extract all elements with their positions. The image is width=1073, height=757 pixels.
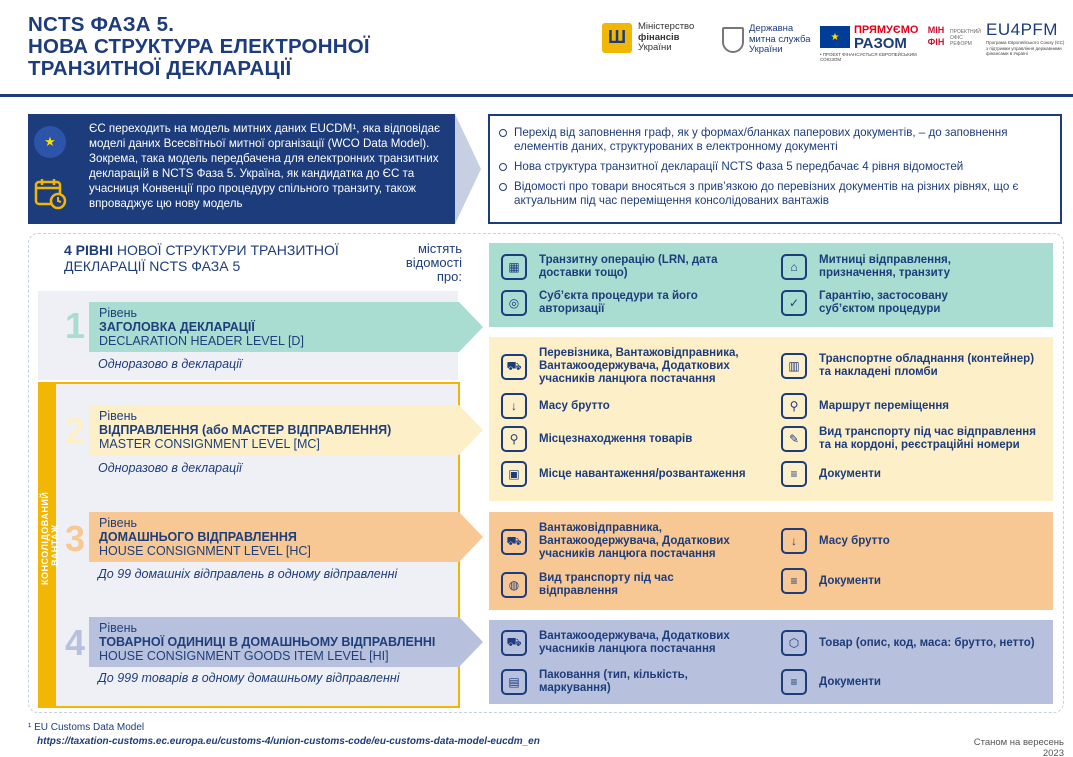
level-1-arrow — [459, 302, 483, 352]
panel-2-item-3: ↓ Масу брутто — [501, 393, 739, 419]
level-4-word: Рівень — [99, 621, 137, 635]
date-note: Станом на вересень 2023 — [973, 737, 1064, 757]
level-3-word: Рівень — [99, 516, 137, 530]
mof-line-2: фінансів — [638, 31, 680, 43]
panel-2-item-5: ⚲ Місцезнаходження товарів — [501, 426, 739, 452]
customs-emblem-icon — [722, 27, 744, 53]
panel-2-item-7: ▣ Місце навантаження/розвантаження — [501, 461, 779, 487]
intro-arrow — [455, 114, 481, 224]
consolidated-label: КОНСОЛІДОВАНИЙ ВАНТАЖ — [40, 491, 60, 585]
transport-doc-icon: ✎ — [781, 426, 807, 452]
header-divider — [0, 94, 1073, 97]
mof-line-3: України — [638, 42, 672, 53]
calendar-icon: ▦ — [501, 254, 527, 280]
documents-icon: ≡ — [781, 568, 807, 594]
level-3-number: 3 — [64, 518, 86, 559]
level-2-en: MASTER CONSIGNMENT LEVEL [MC] — [99, 437, 320, 451]
eu4pfm-subtitle: Програма Європейського Союзу (ЄС) з підтримки управління державними фінансами в Україні — [986, 40, 1065, 56]
panel-3-item-1: ⛟ Вантажовідправника, Вантажоодержувача, Додаткових учасників ланцюга постачання — [501, 522, 769, 561]
level-3-en: HOUSE CONSIGNMENT LEVEL [HC] — [99, 544, 311, 558]
truck-people-icon: ⛟ — [501, 630, 527, 656]
razom-subtitle: • ПРОЕКТ ФІНАНСУЄТЬСЯ ЄВРОПЕЙСЬКИМ СОЮЗОМ — [820, 52, 917, 62]
panel-4-item-1: ⛟ Вантажоодержувача, Додаткових учасників ланцюга постачання — [501, 630, 769, 656]
panel-1-item-3: ◎ Суб’єкта процедури та його авторизації — [501, 290, 699, 316]
level-1-name: ЗАГОЛОВКА ДЕКЛАРАЦІЇ — [99, 320, 255, 334]
footnote-link[interactable]: https://taxation-customs.ec.europa.eu/customs-4/union-customs-code/eu-customs-data-model-eucdm_en — [37, 736, 540, 747]
truck-people-icon: ⛟ — [501, 529, 527, 555]
page-title — [28, 14, 448, 80]
level-1-note: Одноразово в декларації — [98, 357, 242, 371]
panel-1-item-4: ✓ Гарантію, застосовану суб’єктом процедури — [781, 290, 979, 316]
eu-flag-icon: ★ — [820, 26, 850, 48]
contains-label: містять відомості про: — [405, 241, 462, 284]
level-2-note: Одноразово в декларації — [98, 461, 242, 475]
minfin-subtitle: ПРОЕКТНИЙ ОФІС РЕФОРМ — [950, 29, 981, 47]
panel-2-item-8: ≡ Документи — [781, 461, 1019, 487]
panel-3-item-3: ◍ Вид транспорту під час відправлення — [501, 572, 699, 598]
package-icon: ⬡ — [781, 630, 807, 656]
level-2-number: 2 — [64, 410, 86, 451]
level-4-number: 4 — [64, 622, 86, 663]
title-line-1: NCTS ФАЗА 5. — [28, 13, 175, 36]
level-1-en: DECLARATION HEADER LEVEL [D] — [99, 334, 304, 348]
customs-service-logo — [722, 24, 810, 56]
level-4-tag — [89, 617, 459, 667]
razom-bottom: РАЗОМ — [854, 35, 907, 52]
panel-2-item-4: ⚲ Маршрут переміщення — [781, 393, 1019, 419]
intro-bullet-1: Перехід від заповнення граф, як у формах/бланках паперових документів, – до заповнення елементів даних, структурованих в електронному документі — [498, 126, 1050, 154]
level-4-name: ТОВАРНОЇ ОДИНИЦІ В ДОМАШНЬОМУ ВІДПРАВЛЕННІ — [99, 635, 436, 649]
footnote: ¹ EU Customs Data Model — [28, 722, 145, 733]
levels-title: 4 РІВНІ НОВОЇ СТРУКТУРИ ТРАНЗИТНОЇ ДЕКЛАРАЦІЇ NCTS ФАЗА 5 — [64, 242, 339, 274]
level-2-tag — [89, 405, 459, 455]
level-2-word: Рівень — [99, 409, 137, 423]
intro-text: ЄС переходить на модель митних даних EUCDM¹, яка відповідає моделі даних Всесвітньої митної організації (WCO Data Model). Зокрема, така модель передбачена для електронних транзитних декларацій в NCTS Фаза 5. Україна, як кандидатка до ЄС та учасниця Конвенції про процедуру спільного транзиту, також впроваджує цю нову модель — [89, 122, 440, 210]
panel-2-item-6: ✎ Вид транспорту під час відправлення та на кордоні, реєстраційні номери — [781, 426, 1051, 452]
razom-logo — [820, 24, 918, 50]
level-1-tag — [89, 302, 459, 352]
documents-icon: ≡ — [781, 461, 807, 487]
dmsu-line-3: України — [749, 44, 783, 55]
intro-bullets — [488, 114, 1062, 224]
minfin-mark: МІН ФІН — [927, 25, 945, 47]
panel-level-4 — [489, 620, 1053, 704]
loading-boxes-icon: ▣ — [501, 461, 527, 487]
title-line-3: ТРАНЗИТНОЇ ДЕКЛАРАЦІЇ — [28, 57, 292, 80]
panel-4-item-4: ≡ Документи — [781, 669, 1019, 695]
globe-truck-icon: ◍ — [501, 572, 527, 598]
trident-icon: Ш — [602, 23, 632, 53]
level-1-number: 1 — [64, 305, 86, 346]
minfin-logo — [925, 24, 981, 52]
panel-3-item-2: ↓ Масу брутто — [781, 528, 1019, 554]
level-4-arrow — [459, 617, 483, 667]
calendar-icon — [33, 176, 67, 210]
mof-line-1: Міністерство — [638, 21, 695, 32]
dmsu-line-1: Державна — [749, 23, 794, 34]
razom-top: ПРЯМУЄМО — [854, 24, 919, 36]
guarantee-icon: ✓ — [781, 290, 807, 316]
panel-level-2 — [489, 337, 1053, 501]
intro-bullet-2: Нова структура транзитної декларації NCTS Фаза 5 передбачає 4 рівня відомостей — [498, 160, 1050, 174]
eu-stars-icon: ★ — [34, 126, 66, 158]
dmsu-line-2: митна служба — [749, 33, 811, 45]
eu4pfm-logo — [986, 20, 1066, 57]
panel-1-item-2: ⌂ Митниці відправлення, призначення, транзиту — [781, 254, 979, 280]
level-4-en: HOUSE CONSIGNMENT GOODS ITEM LEVEL [HI] — [99, 649, 389, 663]
panel-2-item-2: ▥ Транспортне обладнання (контейнер) та накладені пломби — [781, 353, 1049, 379]
intro-bullet-3: Відомості про товари вносяться з прив’язкою до перевізних документів на різних рівнях, що є актуальним під час переміщення консолідованих вантажів — [498, 180, 1050, 208]
panel-level-3 — [489, 512, 1053, 610]
packaging-icon: ▤ — [501, 669, 527, 695]
customs-office-icon: ⌂ — [781, 254, 807, 280]
container-icon: ▥ — [781, 353, 807, 379]
level-3-name: ДОМАШНЬОГО ВІДПРАВЛЕННЯ — [99, 530, 297, 544]
panel-1-item-1: ▦ Транзитну операцію (LRN, дата доставки тощо) — [501, 254, 729, 280]
weight-icon: ↓ — [781, 528, 807, 554]
location-pin-icon: ⚲ — [501, 426, 527, 452]
panel-4-item-3: ▤ Паковання (тип, кількість, маркування) — [501, 669, 739, 695]
level-4-note: До 999 товарів в одному домашньому відправленні — [98, 671, 400, 685]
level-3-note: До 99 домашніх відправлень в одному відправленні — [98, 567, 398, 581]
level-1-word: Рівень — [99, 306, 137, 320]
ministry-of-finance-logo — [602, 22, 694, 54]
weight-icon: ↓ — [501, 393, 527, 419]
documents-icon: ≡ — [781, 669, 807, 695]
truck-people-icon: ⛟ — [501, 354, 527, 380]
panel-level-1 — [489, 243, 1053, 327]
level-3-arrow — [459, 512, 483, 562]
title-line-2: НОВА СТРУКТУРА ЕЛЕКТРОННОЇ — [28, 35, 370, 58]
eu4pfm-mark: EU4PFM — [986, 20, 1058, 39]
panel-4-item-2: ⬡ Товар (опис, код, маса: брутто, нетто) — [781, 630, 1051, 656]
route-icon: ⚲ — [781, 393, 807, 419]
target-icon: ◎ — [501, 290, 527, 316]
level-2-arrow — [459, 405, 483, 455]
level-2-name: ВІДПРАВЛЕННЯ (або МАСТЕР ВІДПРАВЛЕННЯ) — [99, 423, 392, 437]
panel-2-item-1: ⛟ Перевізника, Вантажовідправника, Вантажоодержувача, Додаткових учасників ланцюга постачання — [501, 347, 769, 386]
panel-3-item-4: ≡ Документи — [781, 568, 1019, 594]
level-3-tag — [89, 512, 459, 562]
